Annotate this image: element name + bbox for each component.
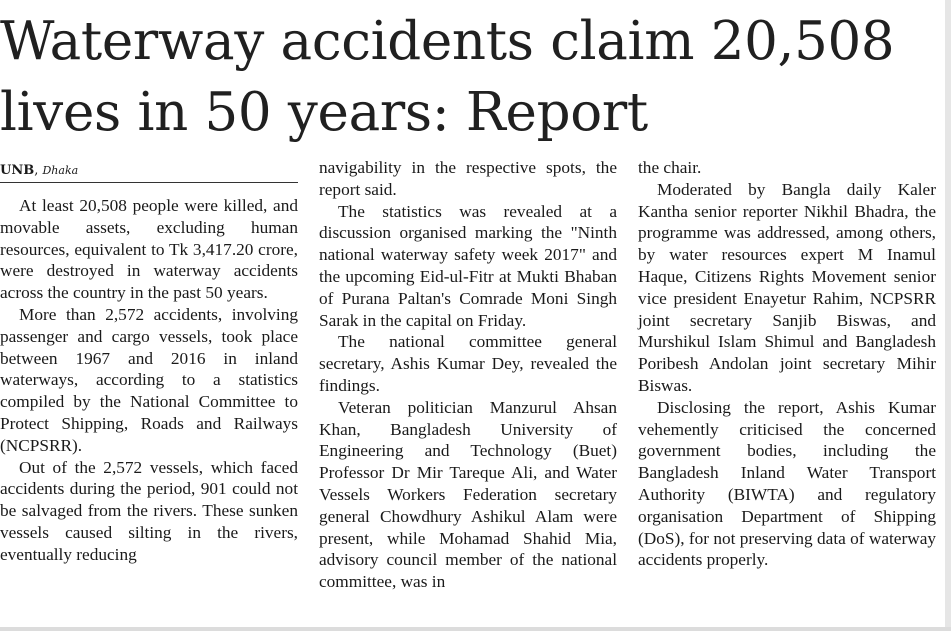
- headline: [0, 6, 945, 148]
- headline-line-2: lives in 50 years: Report: [0, 82, 648, 143]
- byline-agency: UNB: [0, 163, 35, 178]
- article-column-1: [0, 195, 298, 566]
- page-bottom-edge: [0, 627, 951, 631]
- paragraph: At least 20,508 people were killed, and movable assets, excluding human resources, equivalent to Tk 3,417.20 crore, were destroyed in waterway accidents across the country in the past 50 years.: [0, 196, 298, 303]
- byline: UNB, Dhaka: [0, 163, 298, 183]
- page-edge-shadow: [945, 0, 951, 631]
- paragraph: More than 2,572 accidents, involving passenger and cargo vessels, took place between 1967 and 2016 in inland waterways, according to a statistics compiled by the National Committee to Protect Shipping, Roads and Railways (NCPSRR).: [0, 304, 298, 455]
- article-column-2: [319, 157, 617, 593]
- paragraph: the chair.: [638, 158, 702, 177]
- article-column-3: [638, 157, 936, 571]
- paragraph: Veteran politician Manzurul Ahsan Khan, Bangladesh University of Engineering and Technology (Buet) Professor Dr Mir Tareque Ali, and Water Vessels Workers Federation secretary general Chowdhury Ashikul Alam were present, while Mohamad Shahid Mia, advisory council member of the national committee, was in: [319, 397, 617, 592]
- paragraph: Disclosing the report, Ashis Kumar vehemently criticised the concerned government bodies, including the Bangladesh Inland Water Transport Authority (BIWTA) and regulatory organisation Department of Shipping (DoS), for not preserving data of waterway accidents properly.: [638, 397, 937, 570]
- paragraph: The statistics was revealed at a discussion organised marking the "Ninth national waterway safety week 2017" and the upcoming Eid-ul-Fitr at Mukti Bhaban of Purana Paltan's Comrade Moni Singh Sarak in the capital on Friday.: [319, 201, 617, 330]
- paragraph: navigability in the respective spots, the report said.: [319, 158, 617, 199]
- headline-line-1: Waterway accidents claim 20,508: [0, 11, 895, 72]
- byline-place: Dhaka: [42, 164, 79, 177]
- paragraph: Out of the 2,572 vessels, which faced accidents during the period, 901 could not be salvaged from the rivers. These sunken vessels caused silting in the rivers, eventually reducing: [0, 457, 298, 564]
- paragraph: Moderated by Bangla daily Kaler Kantha senior reporter Nikhil Bhadra, the programme was addressed, among others, by water resources expert M Inamul Haque, Citizens Rights Movement senior vice president Enayetur Rahim, NCPSRR joint secretary Sanjib Biswas, and Murshikul Islam Shimul and Bangladesh Poribesh Andolan joint secretary Mihir Biswas.: [638, 179, 936, 395]
- paragraph: The national committee general secretary, Ashis Kumar Dey, revealed the findings.: [319, 332, 617, 395]
